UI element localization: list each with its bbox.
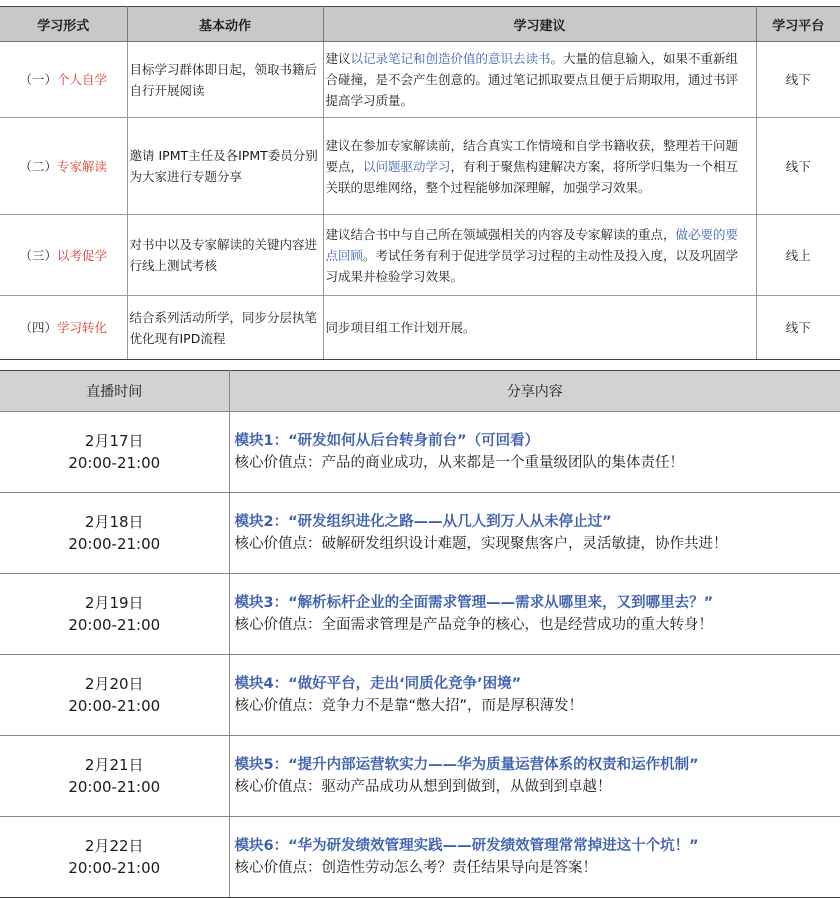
platform-cell: 线上 xyxy=(756,215,840,296)
study-form-cell xyxy=(0,42,127,118)
table-row xyxy=(0,736,840,817)
advice-text: 建议在参加专家解读前，结合真实工作情境和自学书籍收获，整理若干问题要点， xyxy=(325,137,739,174)
platform-cell: 线下 xyxy=(756,118,840,215)
platform-cell: 线下 xyxy=(756,42,840,118)
share-content-cell xyxy=(229,655,840,736)
live-time-cell xyxy=(0,736,229,817)
study-form-cell xyxy=(0,118,127,215)
share-content-cell xyxy=(229,493,840,574)
table-row xyxy=(0,493,840,574)
share-content-cell xyxy=(229,817,840,898)
module-value-point: 核心价值点：产品的商业成功，从来都是一个重量级团队的集体责任！ xyxy=(234,455,684,471)
live-date: 2月19日 xyxy=(84,594,144,612)
advice-highlight: 以问题驱动学习 xyxy=(363,158,451,174)
advice-text: 同步项目组工作计划开展。 xyxy=(325,320,476,335)
live-hours: 20:00-21:00 xyxy=(68,535,161,553)
header-live-time: 直播时间 xyxy=(0,371,229,412)
table-row xyxy=(0,412,840,493)
form-prefix: （三） xyxy=(19,247,57,263)
table-row xyxy=(0,215,840,296)
module-value-point: 核心价值点：驱动产品成功从想到到做到，从做到到卓越！ xyxy=(234,779,612,795)
basic-action-cell: 对书中以及专家解读的关键内容进行线上测试考核 xyxy=(127,215,323,296)
basic-action-cell: 目标学习群体即日起，领取书籍后自行开展阅读 xyxy=(127,42,323,118)
live-date: 2月22日 xyxy=(84,837,144,855)
study-advice-cell xyxy=(323,215,756,296)
form-name: 专家解读 xyxy=(57,158,108,174)
form-name: 以考促学 xyxy=(57,247,108,263)
live-time-cell xyxy=(0,493,229,574)
table-row xyxy=(0,574,840,655)
module-title: 模块5：“提升内部运营软实力——华为质量运营体系的权责和运作机制” xyxy=(234,757,699,773)
live-time-cell xyxy=(0,817,229,898)
share-content-cell xyxy=(229,574,840,655)
table-row xyxy=(0,655,840,736)
live-date: 2月21日 xyxy=(84,756,144,774)
header-study-advice: 学习建议 xyxy=(323,7,756,42)
platform-cell: 线下 xyxy=(756,296,840,360)
schedule-table-header xyxy=(0,371,840,412)
module-title: 模块1：“研发如何从后台转身前台”（可回看） xyxy=(234,433,540,449)
advice-text: ，有利于聚焦构建解决方案，将所学归集为一个相互关联的思维网络，整个过程能够加深理解，加强学习效果。 xyxy=(325,158,739,195)
header-study-platform: 学习平台 xyxy=(756,7,840,42)
study-advice-cell xyxy=(323,296,756,360)
module-value-point: 核心价值点：全面需求管理是产品竞争的核心，也是经营成功的重大转身！ xyxy=(234,617,713,633)
live-date: 2月18日 xyxy=(84,513,144,531)
live-date: 2月17日 xyxy=(84,432,144,450)
module-title: 模块6：“华为研发绩效管理实践——研发绩效管理常常掉进这十个坑！” xyxy=(234,838,699,854)
form-name: 学习转化 xyxy=(57,320,108,335)
header-study-form: 学习形式 xyxy=(0,7,127,42)
form-prefix: （一） xyxy=(19,72,57,87)
module-value-point: 核心价值点：竞争力不是靠“憋大招”，而是厚积薄发！ xyxy=(234,698,584,714)
live-hours: 20:00-21:00 xyxy=(68,697,161,715)
live-time-cell xyxy=(0,655,229,736)
advice-text: 建议结合书中与自己所在领域强相关的内容及专家解读的重点， xyxy=(325,226,676,242)
module-title: 模块2：“研发组织进化之路——从几人到万人从未停止过” xyxy=(234,514,612,530)
live-time-cell xyxy=(0,412,229,493)
form-prefix: （四） xyxy=(19,320,57,335)
module-title: 模块3：“解析标杆企业的全面需求管理——需求从哪里来，又到哪里去？” xyxy=(234,595,714,611)
module-title: 模块4：“做好平台，走出‘同质化竞争’困境” xyxy=(234,676,522,692)
live-hours: 20:00-21:00 xyxy=(68,616,161,634)
live-schedule-table xyxy=(0,370,840,898)
table-row xyxy=(0,42,840,118)
form-prefix: （二） xyxy=(19,158,57,174)
study-table-header xyxy=(0,7,840,42)
live-hours: 20:00-21:00 xyxy=(68,859,161,877)
advice-highlight: 以记录笔记和创造价值的意识去读书 xyxy=(350,51,551,66)
basic-action-cell: 结合系列活动所学，同步分层执笔优化现有IPD流程 xyxy=(127,296,323,360)
module-value-point: 核心价值点：创造性劳动怎么考？责任结果导向是答案！ xyxy=(234,860,597,876)
share-content-cell xyxy=(229,736,840,817)
header-share-content: 分享内容 xyxy=(229,371,840,412)
share-content-cell xyxy=(229,412,840,493)
header-basic-action: 基本动作 xyxy=(127,7,323,42)
table-row xyxy=(0,817,840,898)
live-date: 2月20日 xyxy=(84,675,144,693)
advice-highlight: 做必要的要点回顾 xyxy=(325,226,739,263)
live-hours: 20:00-21:00 xyxy=(68,778,161,796)
advice-text: 。大量的信息输入，如果不重新组合碰撞，是不会产生创意的。通过笔记抓取要点且便于后期取用，通过书评提高学习质量。 xyxy=(325,51,739,108)
form-name: 个人自学 xyxy=(57,72,108,87)
study-form-cell xyxy=(0,215,127,296)
study-advice-cell xyxy=(323,118,756,215)
live-hours: 20:00-21:00 xyxy=(68,454,161,472)
table-row xyxy=(0,118,840,215)
advice-text: 。考试任务有利于促进学员学习过程的主动性及投入度，以及巩固学习成果并检验学习效果。 xyxy=(325,247,739,284)
advice-text: 建议 xyxy=(325,51,351,66)
basic-action-cell: 邀请 IPMT主任及各IPMT委员分别为大家进行专题分享 xyxy=(127,118,323,215)
study-form-cell xyxy=(0,296,127,360)
study-plan-table xyxy=(0,6,840,360)
table-row xyxy=(0,296,840,360)
study-advice-cell xyxy=(323,42,756,118)
module-value-point: 核心价值点：破解研发组织设计难题，实现聚焦客户，灵活敏捷，协作共进！ xyxy=(234,536,728,552)
live-time-cell xyxy=(0,574,229,655)
